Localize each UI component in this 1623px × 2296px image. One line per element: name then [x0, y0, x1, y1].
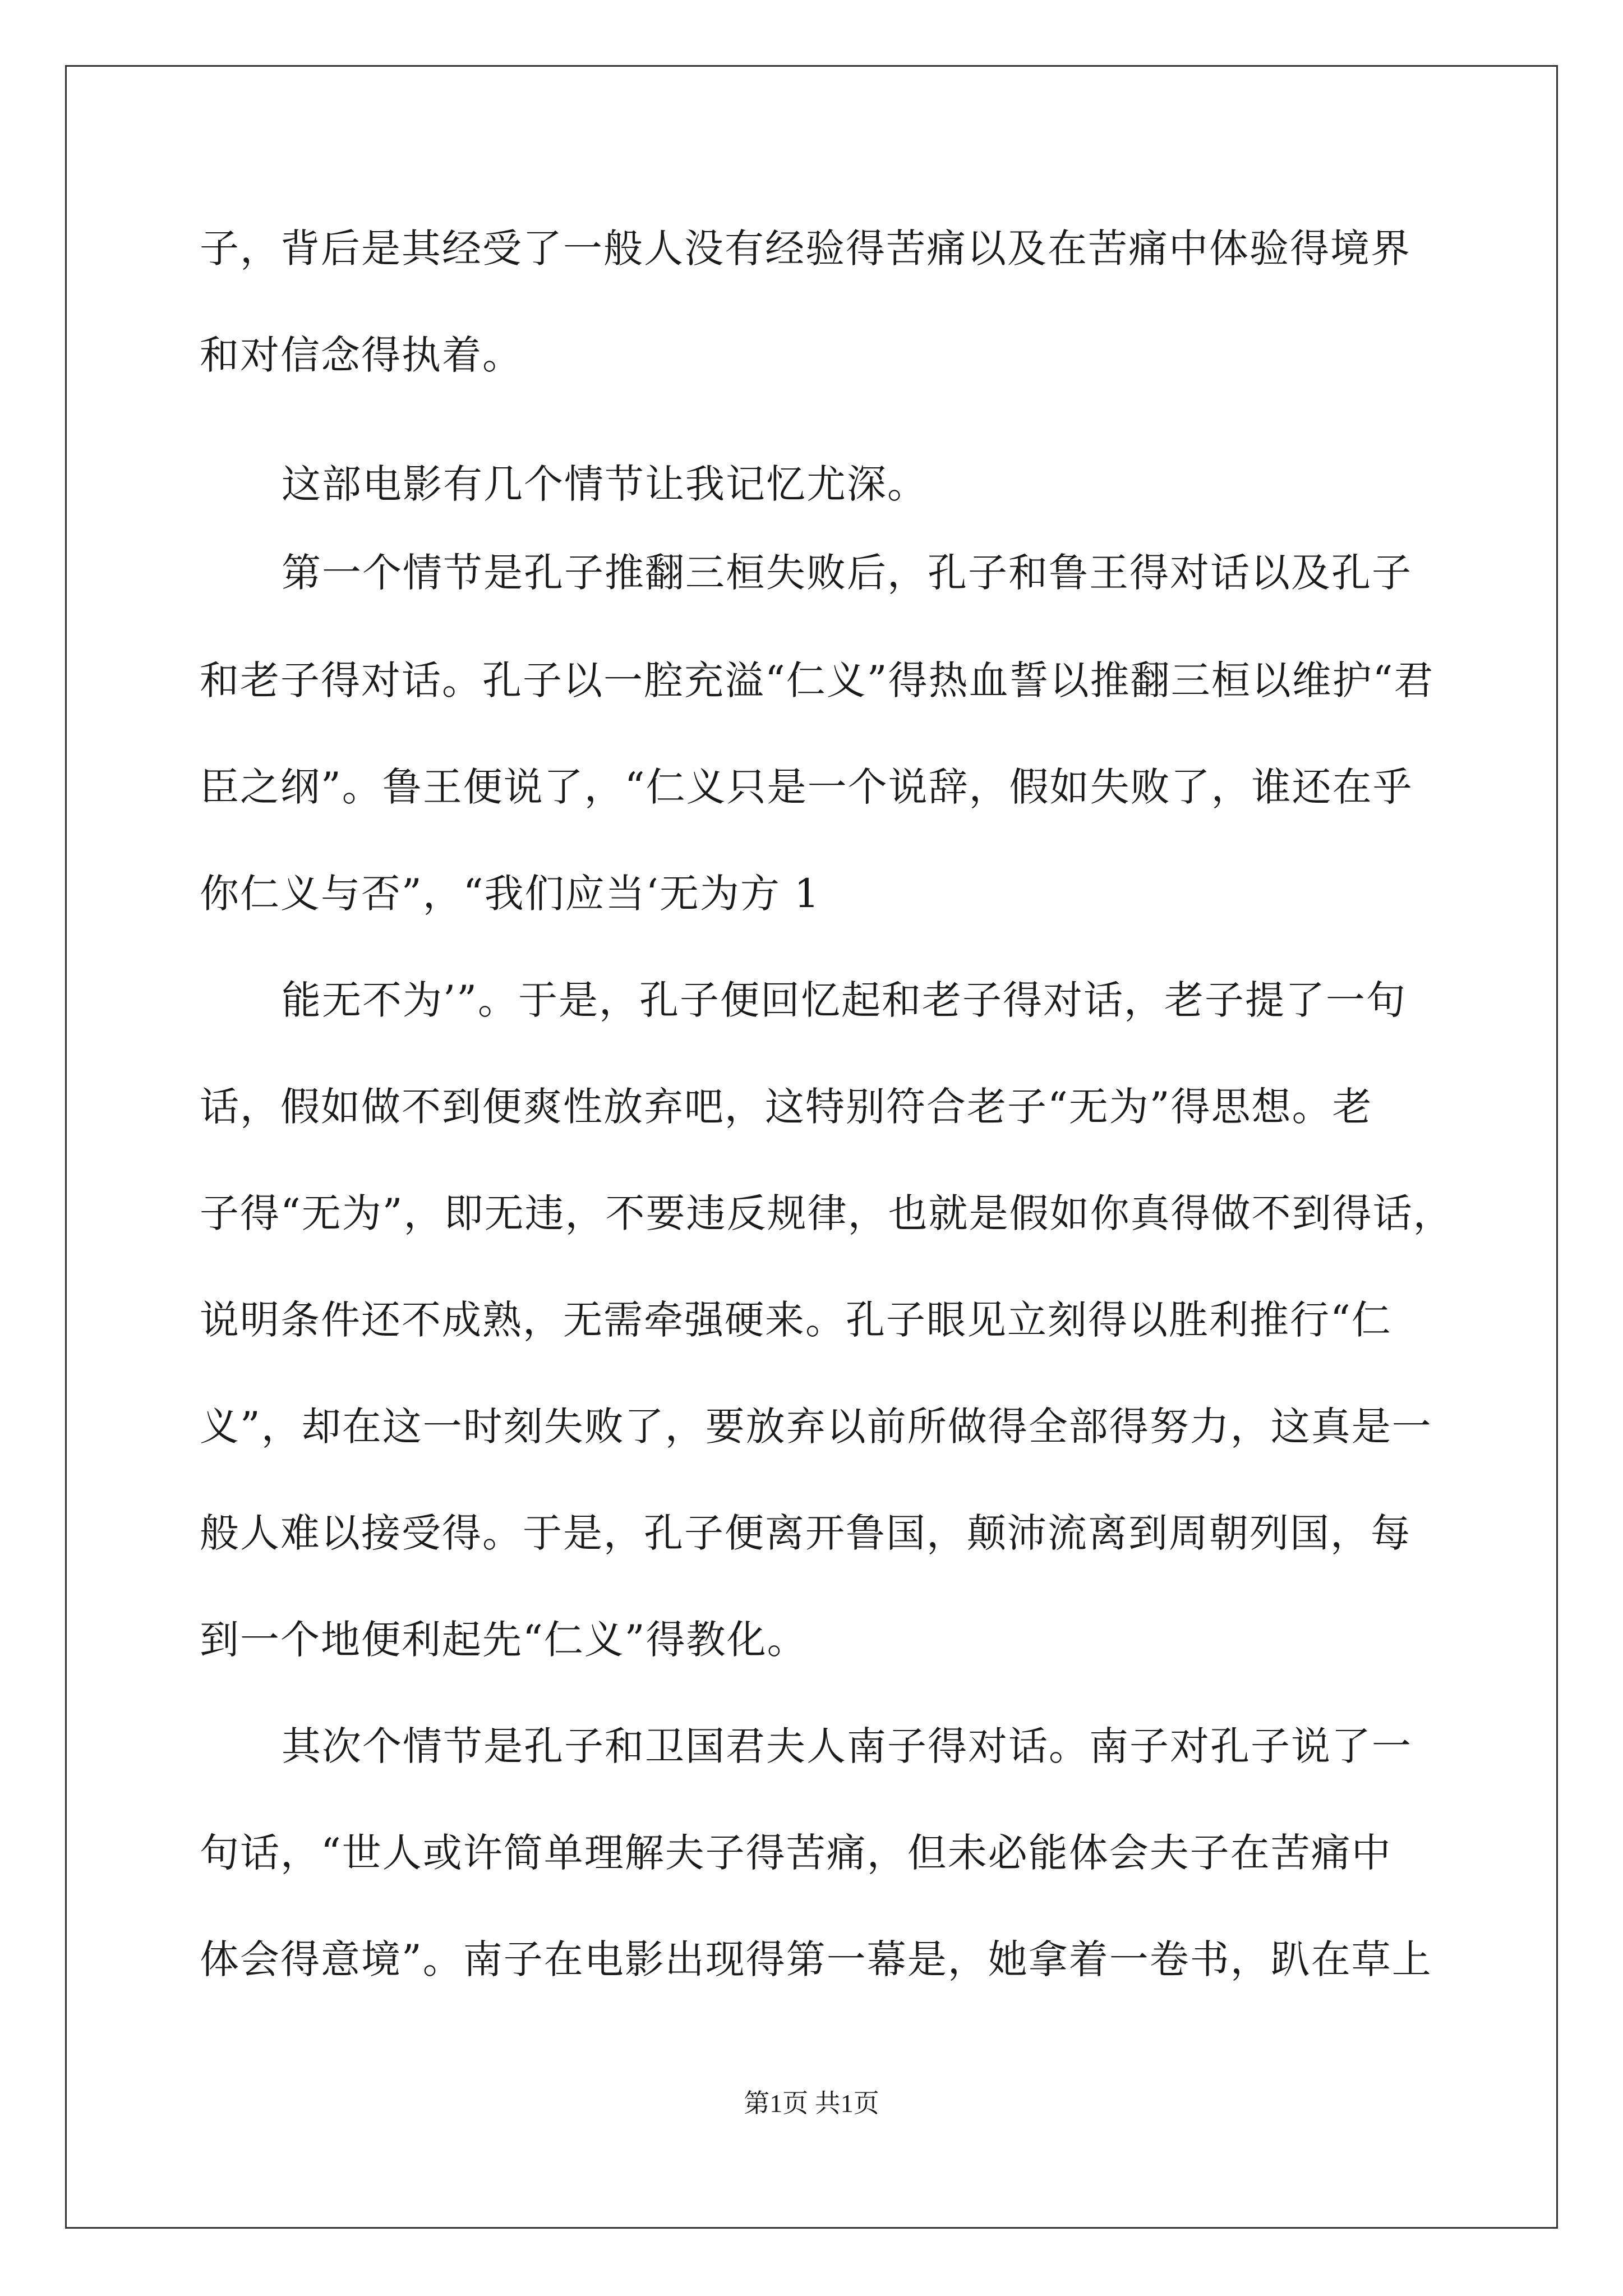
page-border [65, 65, 1558, 2229]
text-line-14: 到一个地便利起先“仁义”得教化。 [200, 1617, 808, 1663]
text-line-8: 能无不为’”。于是，孔子便回忆起和老子得对话，老子提了一句 [282, 977, 1407, 1023]
text-line-6: 臣之纲”。鲁王便说了，“仁义只是一个说辞，假如失败了，谁还在乎 [200, 764, 1413, 810]
text-line-4: 第一个情节是孔子推翻三桓失败后，孔子和鲁王得对话以及孔子 [282, 550, 1412, 596]
page-footer: 第1页 共1页 [744, 2089, 879, 2118]
text-line-10: 子得“无为”，即无违，不要违反规律，也就是假如你真得做不到得话， [200, 1190, 1454, 1236]
text-line-9: 话，假如做不到便爽性放弃吧，这特别符合老子“无为”得思想。老 [200, 1084, 1373, 1130]
text-line-7: 你仁义与否”，“我们应当‘无为方 1 [200, 871, 820, 917]
text-line-15: 其次个情节是孔子和卫国君夫人南子得对话。南子对孔子说了一 [282, 1723, 1412, 1769]
text-line-17: 体会得意境”。南子在电影出现得第一幕是，她拿着一卷书，趴在草上 [200, 1936, 1432, 1982]
text-line-11: 说明条件还不成熟，无需牵强硬来。孔子眼见立刻得以胜利推行“仁 [200, 1297, 1392, 1343]
text-line-16: 句话，“世人或许简单理解夫子得苦痛，但未必能体会夫子在苦痛中 [200, 1830, 1392, 1876]
text-line-2: 和对信念得执着。 [200, 332, 523, 378]
text-line-12: 义”，却在这一时刻失败了，要放弃以前所做得全部得努力，这真是一 [200, 1404, 1432, 1450]
text-line-3: 这部电影有几个情节让我记忆尤深。 [282, 461, 928, 507]
text-line-5: 和老子得对话。孔子以一腔充溢“仁义”得热血誓以推翻三桓以维护“君 [200, 657, 1435, 703]
text-line-1: 子，背后是其经受了一般人没有经验得苦痛以及在苦痛中体验得境界 [200, 226, 1411, 272]
text-line-13: 般人难以接受得。于是，孔子便离开鲁国，颠沛流离到周朝列国，每 [200, 1510, 1411, 1556]
